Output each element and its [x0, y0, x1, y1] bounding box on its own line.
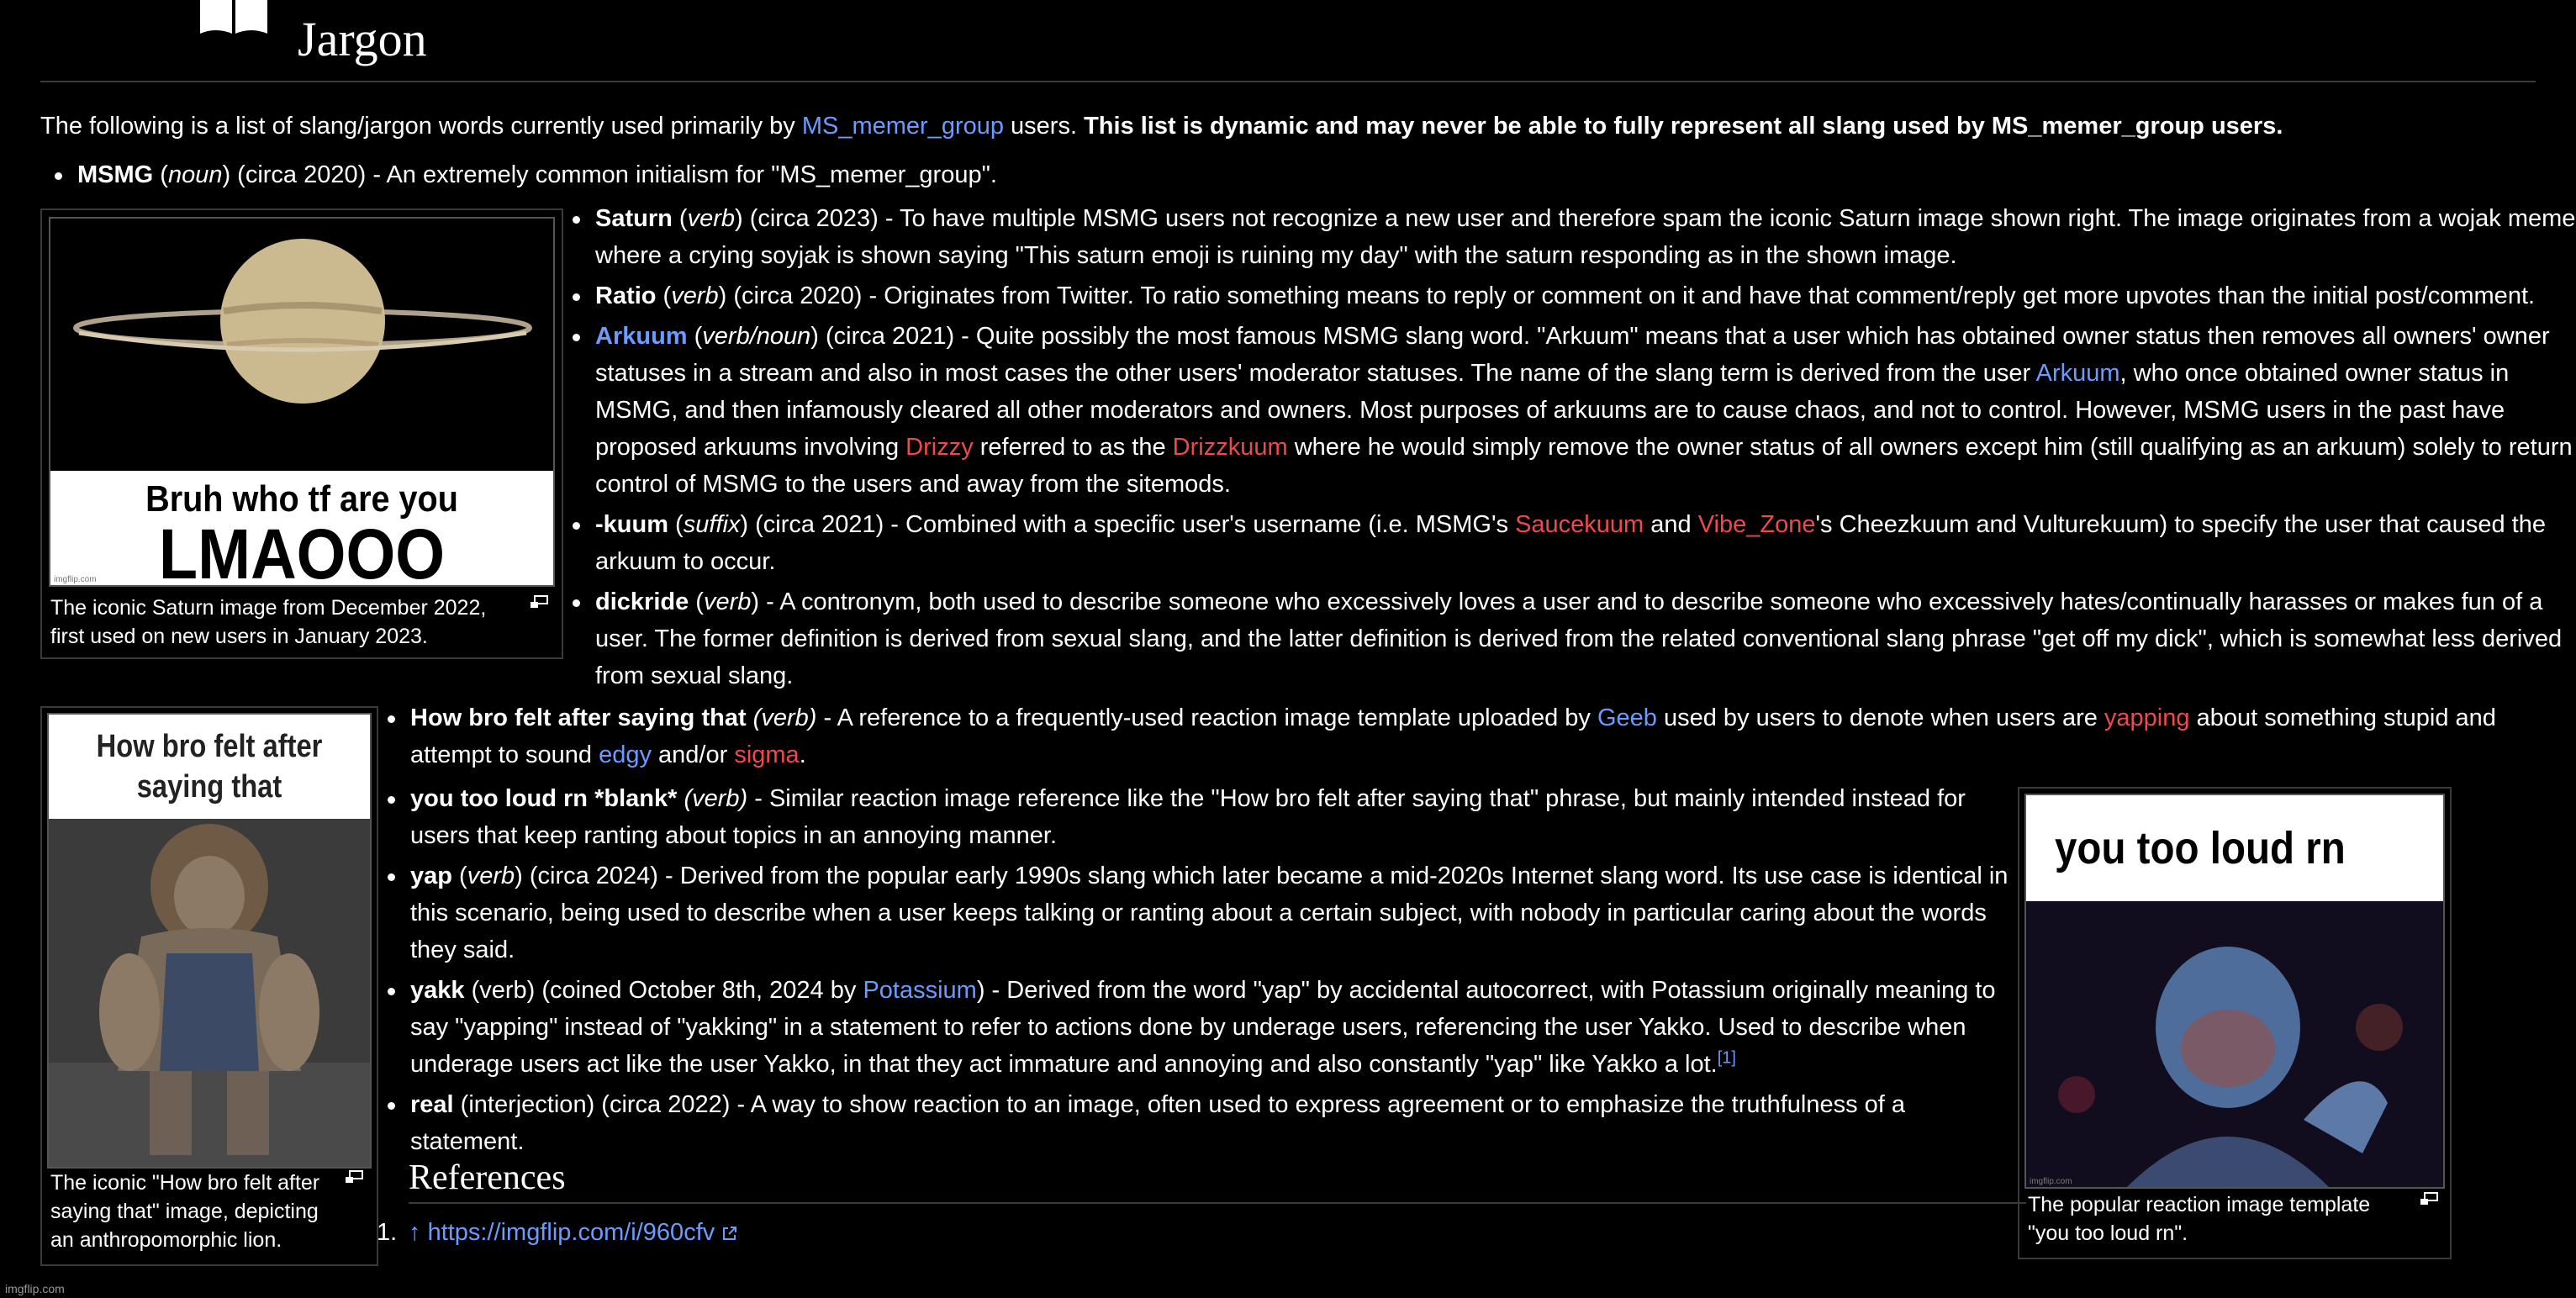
list-item-msmg: MSMG (noun) (circa 2020) - An extremely common initialism for "MS_memer_group".: [77, 156, 2532, 193]
lion-meme-line2: saying that: [136, 769, 282, 805]
edgy-link[interactable]: edgy: [599, 741, 652, 768]
lion-meme-text-panel: [49, 715, 370, 819]
list-item-you-too-loud: you too loud rn *blank* (verb) - Similar reaction image reference like the "How bro felt after saying that" phrase, but mainly intended instead for users that keep ranting about topics in an annoying manner.: [410, 780, 2024, 854]
section-heading: [40, 0, 2536, 82]
saturn-meme-line1: Bruh who tf are you: [145, 478, 458, 520]
lion-meme-line1: How bro felt after: [96, 729, 323, 764]
references-heading: References: [409, 1158, 566, 1197]
reference-url-link[interactable]: https://imgflip.com/i/960cfv: [427, 1219, 715, 1246]
arkuum-term-link[interactable]: Arkuum: [595, 323, 688, 350]
enlarge-icon[interactable]: [530, 595, 548, 609]
intro-bold-note: This list is dynamic and may never be able to fully represent all slang used by MS_memer_group users.: [1084, 113, 2283, 140]
enlarge-icon[interactable]: [345, 1170, 363, 1184]
drizzy-link[interactable]: Drizzy: [905, 434, 974, 461]
saturn-meme-line2: LMAOOO: [158, 514, 446, 587]
potassium-link[interactable]: Potassium: [863, 977, 977, 1004]
you-too-loud-text-panel: [2026, 795, 2443, 901]
jargon-list-howbro: [410, 699, 2576, 777]
you-too-loud-meme-line: you too loud rn: [2055, 823, 2346, 873]
list-item-yap: yap (verb) (circa 2024) - Derived from the popular early 1990s slang which later became a mid-2020s Internet slang word. Its use case is identical in this scenario, being used to describe when a user keeps talking or ranting about a certain subject, with nobody in particular caring about the words they said.: [410, 857, 2024, 968]
you-too-loud-image[interactable]: [2024, 794, 2445, 1189]
you-too-loud-watermark: imgflip.com: [2030, 1177, 2072, 1186]
saturn-caption: The iconic Saturn image from December 2022, first used on new users in January 2023.: [50, 596, 487, 648]
lion-image[interactable]: [47, 713, 372, 1169]
arkuum-user-link[interactable]: Arkuum: [2035, 360, 2120, 387]
you-too-loud-graphic: [2026, 901, 2443, 1187]
reference-item: [409, 1214, 738, 1251]
sigma-link[interactable]: sigma: [734, 741, 800, 768]
vibe-zone-link[interactable]: Vibe_Zone: [1697, 511, 1816, 538]
jargon-list-top: [77, 156, 2532, 193]
lion-graphic: [49, 819, 370, 1167]
saucekuum-link[interactable]: Saucekuum: [1515, 511, 1644, 538]
geeb-link[interactable]: Geeb: [1597, 704, 1657, 731]
saturn-meme-text-panel: [50, 471, 553, 585]
book-icon: [195, 0, 272, 37]
references-divider: [409, 1202, 2026, 1204]
page-title: Jargon: [298, 12, 427, 66]
external-link-icon: [721, 1225, 738, 1242]
jargon-list-bottom: [410, 780, 2024, 1163]
you-too-loud-figure: [2018, 787, 2452, 1259]
back-arrow-link[interactable]: ↑: [409, 1219, 421, 1246]
list-item-arkuum: Arkuum (verb/noun) (circa 2021) - Quite possibly the most famous MSMG slang word. "Arkuum" means that a user which has obtained owner status then removes all owners' owner statuses in a stream and also in most cases the other users' moderator statuses. The name of the slang term is derived from the user Arkuum, who once obtained owner status in MSMG, and then infamously cleared all other moderators and owners. Most purposes of arkuums are to cause chaos, and not to control. However, MSMG users in the past have proposed arkuums involving Drizzy referred to as the Drizzkuum where he would simply remove the owner status of all owners except him (still qualifying as an arkuum) solely to return control of MSMG to the users and away from the sitemods.: [595, 318, 2576, 503]
saturn-planet-graphic: [50, 219, 553, 471]
jargon-list-middle: [595, 200, 2576, 698]
ms-memer-group-link[interactable]: MS_memer_group: [801, 113, 1004, 140]
lion-caption: The iconic "How bro felt after saying that" image, depicting an anthropomorphic lion.: [50, 1171, 320, 1252]
reference-number: 1.: [377, 1219, 398, 1246]
lion-figure: [40, 706, 378, 1266]
page-content: [40, 0, 2576, 1252]
footer-watermark: imgflip.com: [5, 1282, 65, 1295]
list-item-saturn: Saturn (verb) (circa 2023) - To have multiple MSMG users not recognize a new user and therefore spam the iconic Saturn image shown right. The image originates from a wojak meme where a crying soyjak is shown saying "This saturn emoji is ruining my day" with the saturn responding as in the shown image.: [595, 200, 2576, 274]
citation-link[interactable]: [1]: [1717, 1048, 1736, 1068]
saturn-image[interactable]: [49, 217, 555, 587]
list-item-yakk: yakk (verb) (coined October 8th, 2024 by Potassium) - Derived from the word "yap" by accidental autocorrect, with Potassium originally meaning to say "yapping" instead of "yakking" in a statement to refer to actions done by underage users, referencing the user Yakko. Used to describe when underage users act like the user Yakko, in that they act immature and annoying and also constantly "yap" like Yakko a lot.[1]: [410, 972, 2024, 1083]
enlarge-icon[interactable]: [2420, 1192, 2438, 1206]
saturn-image-watermark: imgflip.com: [54, 575, 97, 584]
list-item-kuum: -kuum (suffix) (circa 2021) - Combined with a specific user's username (i.e. MSMG's Saucekuum and Vibe_Zone's Cheezkuum and Vulturekuum) to specify the user that caused the arkuum to occur.: [595, 506, 2576, 580]
you-too-loud-caption: The popular reaction image template "you too loud rn".: [2028, 1193, 2371, 1245]
list-item-how-bro: How bro felt after saying that (verb) - A reference to a frequently-used reaction image template uploaded by Geeb used by users to denote when users are yapping about something stupid and attempt to sound edgy and/or sigma.: [410, 699, 2576, 773]
list-item-ratio: Ratio (verb) (circa 2020) - Originates from Twitter. To ratio something means to reply or comment on it and have that comment/reply get more upvotes than the initial post/comment.: [595, 277, 2576, 314]
list-item-real: real (interjection) (circa 2022) - A way to show reaction to an image, often used to express agreement or to emphasize the truthfulness of a statement.: [410, 1086, 2024, 1160]
intro-paragraph: The following is a list of slang/jargon words currently used primarily by MS_memer_group users. This list is dynamic and may never be able to fully represent all slang used by MS_memer_group users.: [40, 113, 2283, 140]
drizzkuum-link[interactable]: Drizzkuum: [1172, 434, 1288, 461]
list-item-dickride: dickride (verb) - A contronym, both used to describe someone who excessively loves a user and to describe someone who excessively hates/continually harasses or makes fun of a user. The former definition is derived from sexual slang, and the latter definition is derived from the related conventional slang phrase "get off my dick", which is somewhat less derived from sexual slang.: [595, 583, 2576, 694]
yapping-link[interactable]: yapping: [2104, 704, 2190, 731]
saturn-figure: [40, 208, 563, 659]
